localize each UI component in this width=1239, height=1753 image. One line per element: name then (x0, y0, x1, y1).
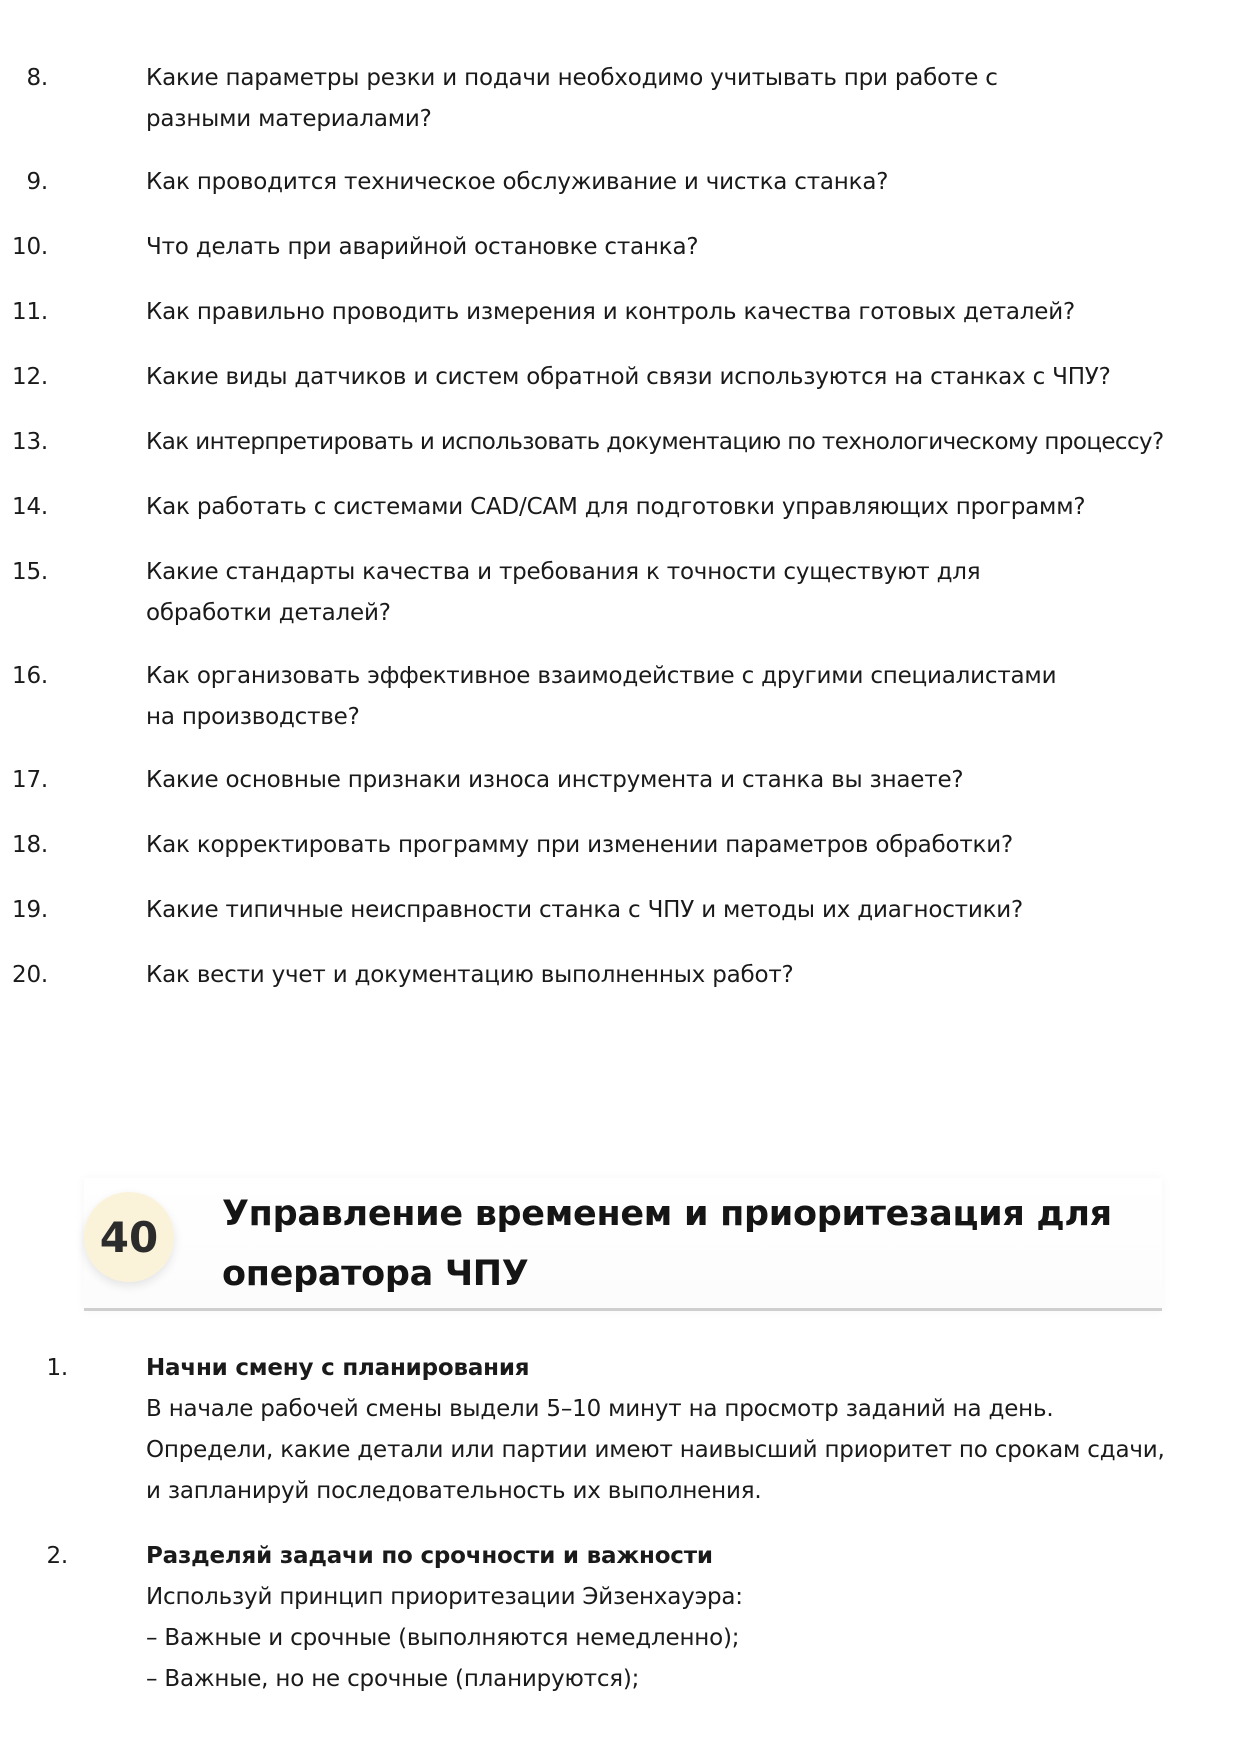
list-item (0, 1348, 1166, 1512)
list-item (0, 1536, 1166, 1700)
section-number-badge: 40 (84, 1192, 174, 1282)
list-item (0, 760, 1146, 801)
list-item (0, 955, 1146, 996)
list-item (0, 487, 1146, 528)
questions-list (0, 58, 1239, 996)
list-item-text: Как проводится техническое обслуживание и чистка станка? (146, 169, 889, 195)
list-item-text: Какие стандарты качества и требования к точности существуют для обработки деталей? (146, 559, 981, 626)
list-item (0, 890, 1146, 931)
tip-line: – Важные и срочные (выполняются немедленно); (146, 1625, 740, 1651)
tip-title: Разделяй задачи по срочности и важности (146, 1543, 713, 1569)
list-item-number: 1. (46, 1355, 68, 1381)
list-item-text: Как организовать эффективное взаимодействие с другими специалистами на производстве? (146, 663, 1057, 730)
list-item-number: 10. (12, 234, 48, 260)
list-item-number: 11. (12, 299, 48, 325)
list-item-text: Как интерпретировать и использовать документацию по технологическому процессу? (146, 429, 1164, 455)
list-item (0, 227, 1146, 268)
list-item-number: 19. (12, 897, 48, 923)
list-item-number: 9. (26, 169, 48, 195)
list-item-number: 20. (12, 962, 48, 988)
list-item-text: Какие типичные неисправности станка с ЧПУ и методы их диагностики? (146, 897, 1024, 923)
list-item-number: 14. (12, 494, 48, 520)
list-item (0, 825, 1146, 866)
list-item-number: 8. (26, 65, 48, 91)
list-item (0, 656, 1146, 738)
list-item-number: 16. (12, 663, 48, 689)
list-item (0, 357, 1146, 398)
list-item-number: 12. (12, 364, 48, 390)
list-item (0, 58, 1146, 140)
list-item (0, 552, 1146, 634)
list-item-text: Какие параметры резки и подачи необходимо учитывать при работе с разными материалами? (146, 65, 998, 132)
list-item-number: 18. (12, 832, 48, 858)
tip-body: В начале рабочей смены выдели 5–10 минут на просмотр заданий на день. Определи, какие детали или партии имеют наивысший приоритет по срокам сдачи, и запланируй последовательность их выполнения. (146, 1396, 1165, 1504)
section-title: Управление временем и приоритезация для оператора ЧПУ (222, 1194, 1112, 1294)
section-header (84, 1178, 1162, 1311)
tip-line: – Важные, но не срочные (планируются); (146, 1666, 640, 1692)
list-item-text: Какие виды датчиков и систем обратной связи используются на станках с ЧПУ? (146, 364, 1111, 390)
list-item (0, 422, 1164, 463)
list-item-text: Как правильно проводить измерения и контроль качества готовых деталей? (146, 299, 1075, 325)
list-item-text: Как корректировать программу при изменении параметров обработки? (146, 832, 1013, 858)
list-item-number: 15. (12, 559, 48, 585)
list-item-text: Как вести учет и документацию выполненных работ? (146, 962, 794, 988)
list-item (0, 162, 1146, 203)
list-item-number: 17. (12, 767, 48, 793)
list-item-number: 2. (46, 1543, 68, 1569)
tip-title: Начни смену с планирования (146, 1355, 530, 1381)
list-item (0, 292, 1146, 333)
tip-line: Используй принцип приоритезации Эйзенхауэра: (146, 1584, 743, 1610)
tips-list (0, 1348, 1239, 1700)
list-item-text: Что делать при аварийной остановке станка? (146, 234, 699, 260)
list-item-number: 13. (12, 429, 48, 455)
list-item-text: Как работать с системами CAD/CAM для подготовки управляющих программ? (146, 494, 1086, 520)
list-item-text: Какие основные признаки износа инструмента и станка вы знаете? (146, 767, 964, 793)
